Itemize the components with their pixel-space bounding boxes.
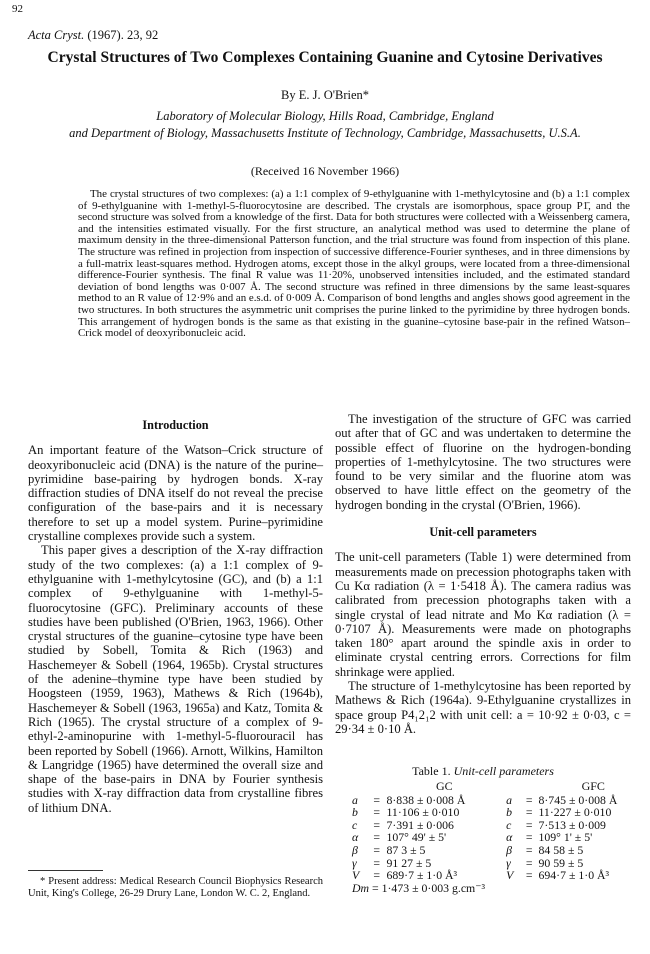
gc-value: 8·838 ± 0·008 Å <box>386 792 466 807</box>
column-header-gfc: GFC <box>581 779 605 793</box>
table-row: c = 7·391 ± 0·006 c = 7·513 ± 0·009 <box>350 819 650 832</box>
param-label: V <box>352 868 360 883</box>
affiliation-1: Laboratory of Molecular Biology, Hills Road, Cambridge, England <box>156 109 494 123</box>
table-caption <box>335 764 631 779</box>
table-row: b = 11·106 ± 0·010 b = 11·227 ± 0·010 <box>350 806 650 819</box>
density-value: = 1·473 ± 0·003 g.cm⁻³ <box>372 880 485 895</box>
author-line: By E. J. O'Brien* <box>280 88 369 102</box>
param-label: c <box>506 817 512 832</box>
gc-value: 107° 49' ± 5' <box>386 830 447 845</box>
param-label: α <box>506 830 513 845</box>
gfc-paragraph: The investigation of the structure of GFC was carried out after that of GC and was undertaken to determine the possible effect of fluorine on the hydrogen-bonding properties of 1-methylcytosine. The two structures were found to be very similar and the fluorine atom was observed to have little effect on the geometry of the hydrogen bonding in the crystal (O'Brien, 1966). <box>335 412 631 512</box>
affiliation-2: and Department of Biology, Massachusetts Institute of Technology, Cambridge, Massachusetts, U.S.A. <box>69 126 581 140</box>
table-row: α = 107° 49' ± 5' α = 109° 1' ± 5' <box>350 831 650 844</box>
introduction-heading: Introduction <box>142 418 209 432</box>
intro-paragraph-2: This paper gives a description of the X-ray diffraction study of the two complexes: (a) a 1:1 complex of 9-ethylguanine with 1-methylcytosine (GC), and (b) a 1:1 complex of 9-ethylguanine with 1-methyl-5-fluorocytosine (GFC). Preliminary accounts of these studies have been published (O'Brien, 1963, 1966). Other crystal structures of the guanine–cytosine type have been studied by Sobell, Tomita & Rich (1963) and Haschemeyer & Sobell (1964, 1965b). Crystal structures of the adenine–thymine type have been studied by Hoogsteen (1959, 1963), Mathews & Rich (1964b), Haschemeyer & Sobell (1963, 1965a) and Katz, Tomita & Rich (1965). The crystal structure of a complex of 9-ethyl-2-aminopurine with 1-methyl-5-fluorouracil has been reported by Sobell (1966). Arnott, Wilkins, Hamilton & Langridge (1965) have determined the overall size and shape of the base-pairs in DNA by Fourier synthesis studies with X-ray diffraction data from crystalline fibres of lithium DNA. <box>28 543 323 815</box>
unit-cell-table <box>350 779 650 894</box>
gfc-value: 109° 1' ± 5' <box>538 830 593 845</box>
right-column <box>335 412 631 736</box>
gc-value: 7·391 ± 0·006 <box>386 817 454 832</box>
unit-cell-paragraph-1: The unit-cell parameters (Table 1) were determined from measurements made on precession photographs taken with Cu Kα radiation (λ = 1·5418 Å). The camera radius was calibrated from precession photographs taken with a single crystal of lead nitrate and Mo Kα radiation (λ = 0·7107 Å). Measurements were made on photographs taken 180° apart around the spindle axis in order to eliminate crystal centring errors. Corrections for film shrinkage were applied. <box>335 550 631 679</box>
param-label: γ <box>352 855 357 870</box>
journal-name: Acta Cryst. <box>28 28 85 42</box>
param-label: b <box>506 805 512 820</box>
table-row: γ = 91 27 ± 5 γ = 90 59 ± 5 <box>350 857 650 870</box>
param-label: β <box>352 842 358 857</box>
abstract: The crystal structures of two complexes: (a) a 1:1 complex of 9-ethylguanine with 1-methylcytosine and (b) a 1:1 complex of 9-ethylguanine with 1-methyl-5-fluorocytosine are described. The crystals are isomorphous, space group P1̄, and the second structure was solved from a knowledge of the first. Data for both structures were collected with a Weissenberg camera, and the intensities estimated visually. For the first structure, an analytical method was used to determine the plane of maximum density in the three-dimensional Patterson function, and the trial structure was found from inspection of this plane. The structure was refined in projection from inspection of successive difference-Fourier syntheses, and in three dimensions by a full-matrix least-squares method. Hydrogen atoms, except those in the alkyl groups, were located from a three-dimensional difference-Fourier synthesis. The final R value was 11·20%, unobserved intensities included, and the estimated standard deviation of bond lengths was 0·007 Å. The second structure was refined in three dimensions by the same least-squares method to an R value of 12·9% and an e.s.d. of 0·009 Å. Comparison of bond lengths and angles shows good agreement in the two structures. In both structures the asymmetric unit comprises the purine linked to the pyrimidine by three hydrogen bonds. This arrangement of hydrogen bonds is the same as that existing in the guanine–cytosine base-pair in the refined Watson–Crick model of deoxyribonucleic acid. <box>78 188 630 340</box>
footnote-text: * Present address: Medical Research Council Biophysics Research Unit, King's College, 26-29 Drury Lane, London W. C. 2, England. <box>28 876 323 899</box>
gfc-value: 11·227 ± 0·010 <box>538 805 612 820</box>
density-label: Dm <box>352 880 370 895</box>
density-row <box>350 882 650 895</box>
gfc-value: 8·745 ± 0·008 Å <box>538 792 618 807</box>
footnote-rule <box>28 870 103 871</box>
param-label: γ <box>506 855 511 870</box>
param-label: α <box>352 830 359 845</box>
unit-cell-paragraph-2: The structure of 1-methylcytosine has been reported by Mathews & Rich (1964a). 9-Ethylguanine crystallizes in space group P4₁2₁2 with unit cell: a = 10·92 ± 0·03, c = 29·34 ± 0·10 Å. <box>335 679 631 736</box>
param-label: V <box>506 868 514 883</box>
page-number: 92 <box>12 3 23 15</box>
param-label: b <box>352 805 358 820</box>
gc-value: 689·7 ± 1·0 Å³ <box>386 868 458 883</box>
paper-title: Crystal Structures of Two Complexes Containing Guanine and Cytosine Derivatives <box>47 49 603 66</box>
table-number: Table 1. <box>412 764 451 778</box>
gc-value: 91 27 ± 5 <box>386 855 432 870</box>
gc-value: 11·106 ± 0·010 <box>386 805 460 820</box>
unit-cell-heading: Unit-cell parameters <box>429 525 537 540</box>
table-header-row <box>350 779 650 794</box>
table-row: β = 87 3 ± 5 β = 84 58 ± 5 <box>350 844 650 857</box>
intro-paragraph-1: An important feature of the Watson–Crick structure of deoxyribonucleic acid (DNA) is the nature of the purine–pyrimidine base-pairing by hydrogen bonds. X-ray diffraction studies of DNA itself do not reveal the precise configuration of the base-pairs and it is necessary therefore to set up a model system. Purine–pyrimidine crystalline complexes provide such a system. <box>28 443 323 544</box>
table-row: V = 689·7 ± 1·0 Å³ V = 694·7 ± 1·0 Å³ <box>350 869 650 882</box>
gfc-value: 694·7 ± 1·0 Å³ <box>538 868 610 883</box>
gfc-value: 84 58 ± 5 <box>538 842 584 857</box>
received-date: (Received 16 November 1966) <box>250 164 400 178</box>
param-label: c <box>352 817 358 832</box>
gfc-value: 90 59 ± 5 <box>538 855 584 870</box>
table-title: Unit-cell parameters <box>453 764 554 778</box>
left-column <box>28 418 323 815</box>
gc-value: 87 3 ± 5 <box>386 842 426 857</box>
param-label: β <box>506 842 512 857</box>
param-label: a <box>352 792 358 807</box>
journal-citation <box>28 28 158 43</box>
column-header-gc: GC <box>435 779 453 793</box>
footnote <box>28 876 323 900</box>
table-row: a = 8·838 ± 0·008 Å a = 8·745 ± 0·008 Å <box>350 794 650 807</box>
param-label: a <box>506 792 512 807</box>
gfc-value: 7·513 ± 0·009 <box>538 817 606 832</box>
citation-details: (1967). 23, 92 <box>84 28 159 42</box>
